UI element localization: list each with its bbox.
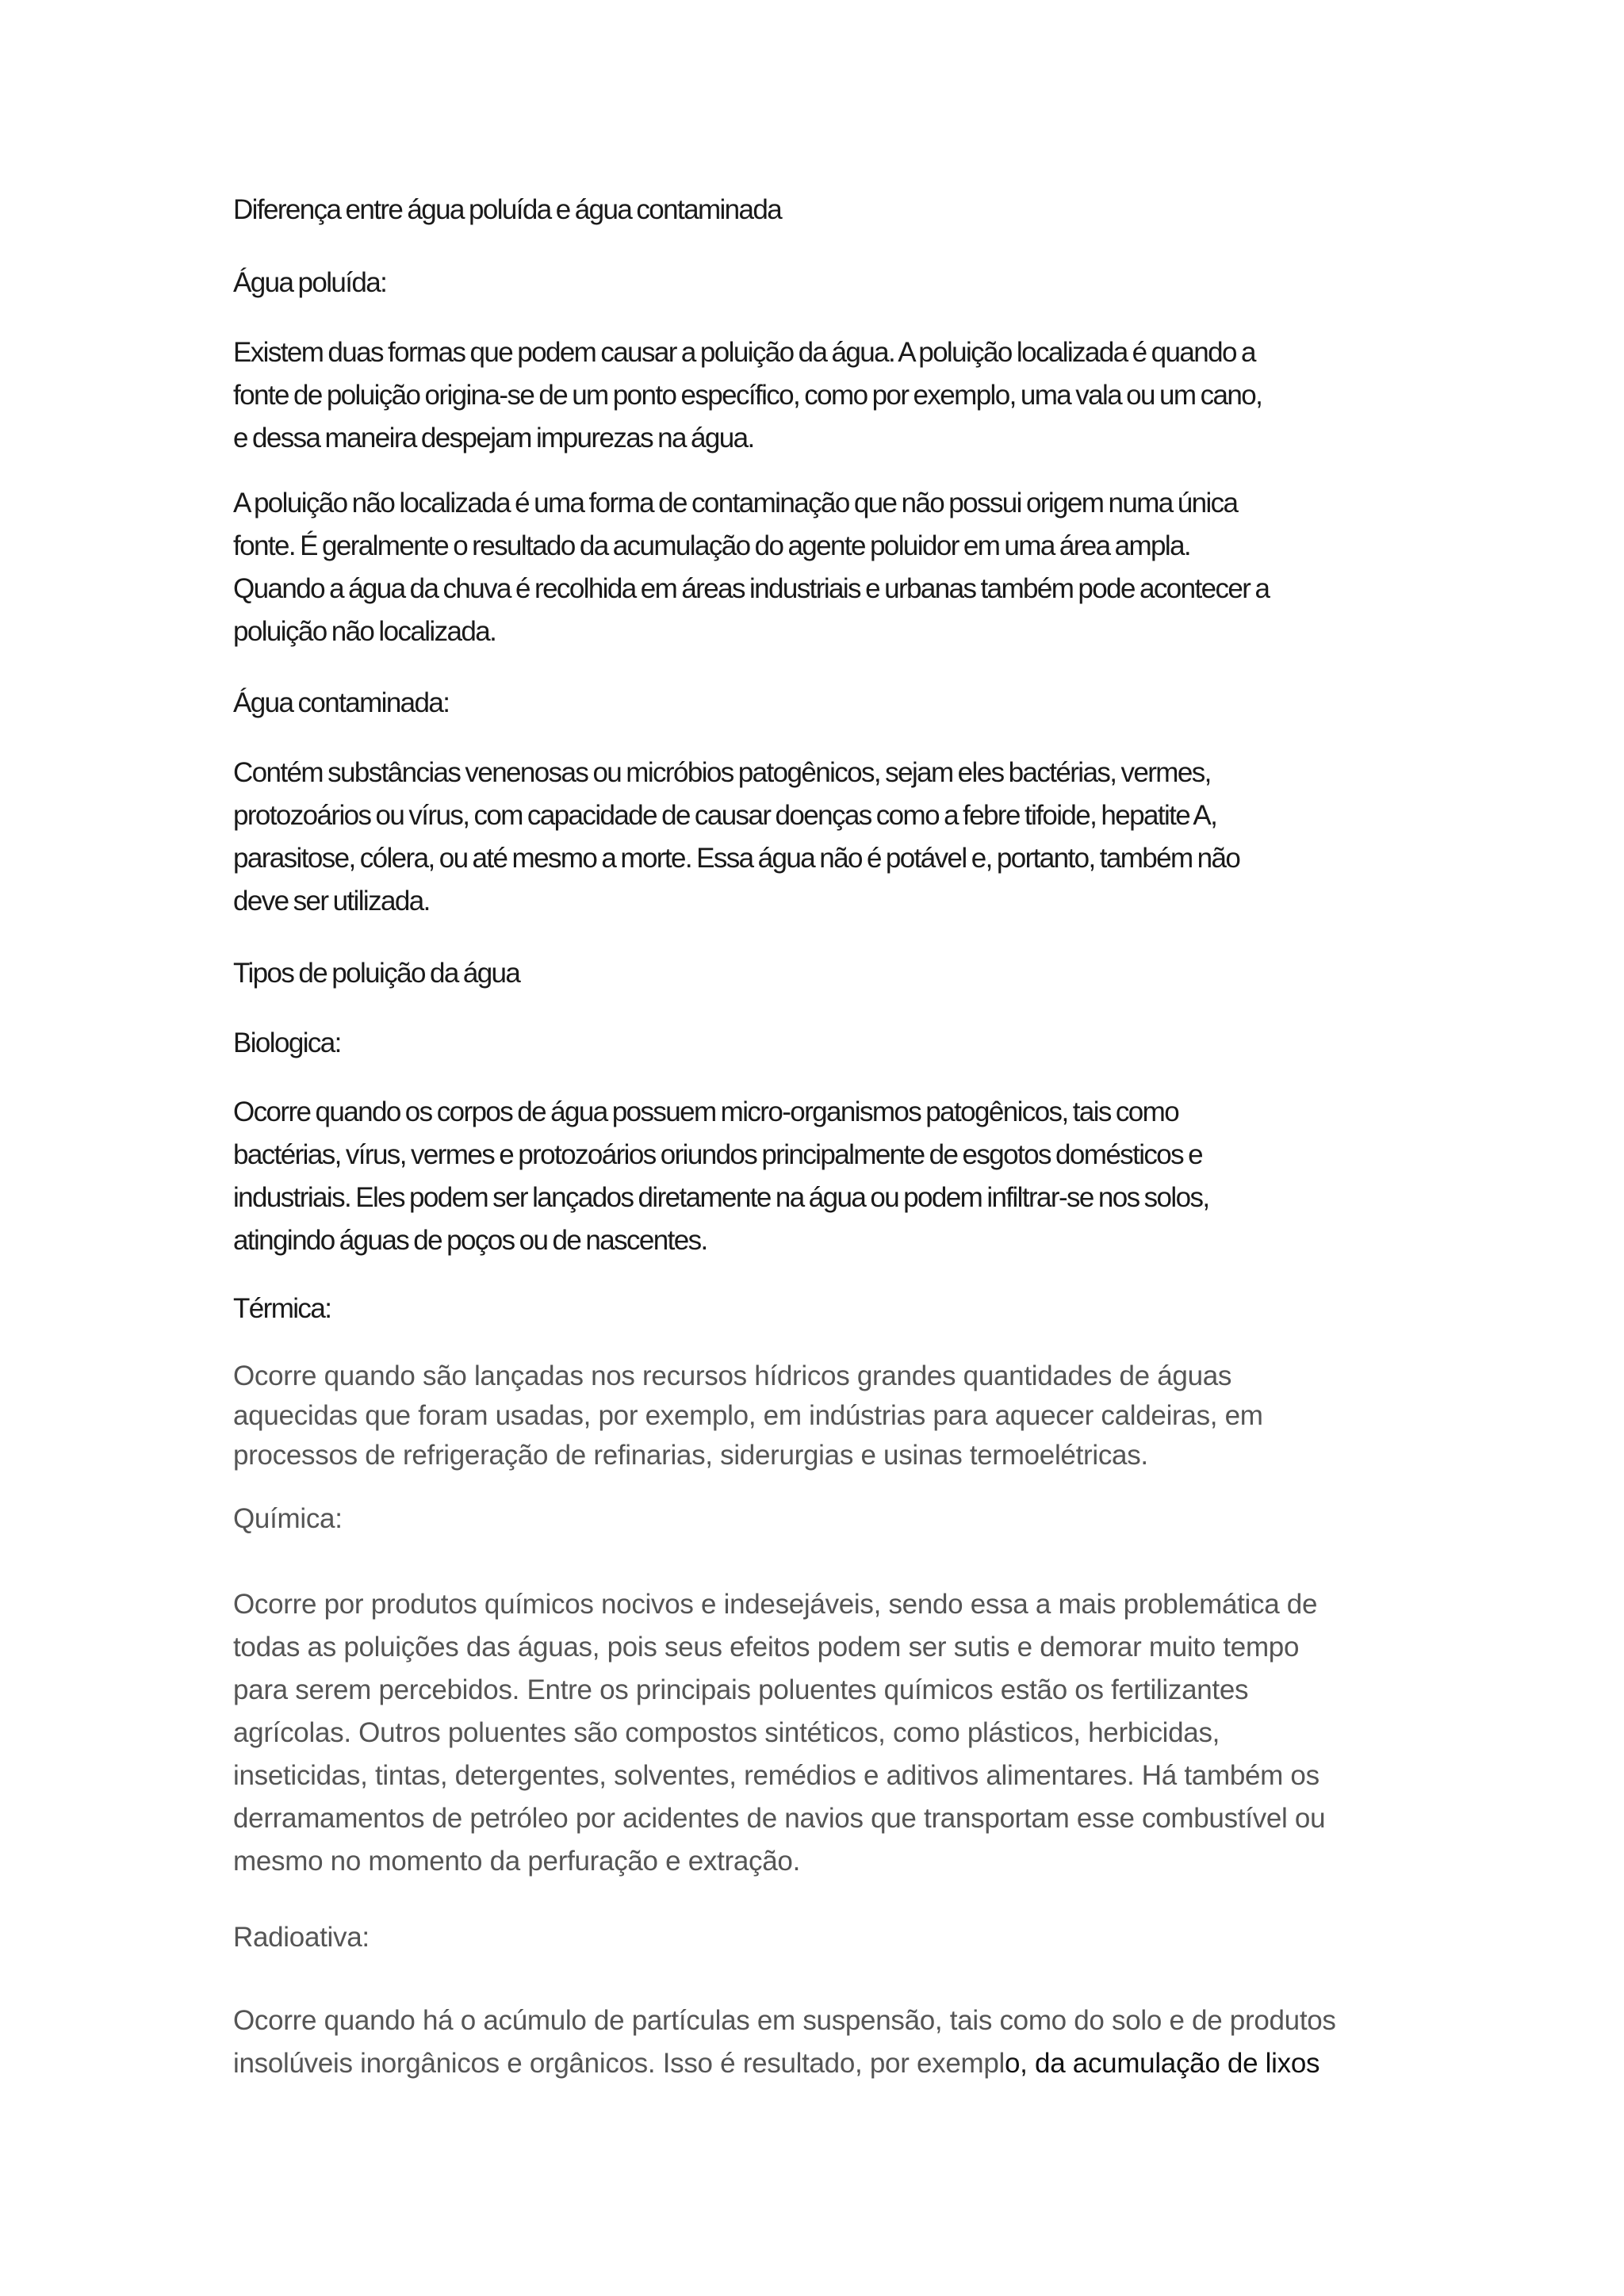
heading-radioactive: Radioativa:	[233, 1922, 370, 1953]
text-line: fonte. É geralmente o resultado da acumulação do agente poluidor em uma área ampla.	[233, 530, 1191, 561]
text-line: processos de refrigeração de refinarias, siderurgias e usinas termoelétricas.	[233, 1440, 1148, 1471]
paragraph-chemical	[233, 1583, 1407, 1883]
paragraph-radioactive	[233, 1999, 1407, 2085]
text-line: A poluição não localizada é uma forma de contaminação que não possui origem numa única	[233, 488, 1238, 519]
document-title: Diferença entre água poluída e água contaminada	[233, 194, 782, 225]
heading-biological: Biologica:	[233, 1027, 341, 1058]
text-line: Ocorre quando há o acúmulo de partículas em suspensão, tais como do solo e de produtos	[233, 2005, 1336, 2036]
text-line: Ocorre por produtos químicos nocivos e indesejáveis, sendo essa a mais problemática de	[233, 1589, 1318, 1620]
text-line: todas as poluições das águas, pois seus efeitos podem ser sutis e demorar muito tempo	[233, 1632, 1300, 1663]
text-line: mesmo no momento da perfuração e extração.	[233, 1846, 801, 1877]
text-line: inseticidas, tintas, detergentes, solventes, remédios e aditivos alimentares. Há também os	[233, 1760, 1320, 1791]
text-line: derramamentos de petróleo por acidentes de navios que transportam esse combustível ou	[233, 1803, 1326, 1834]
paragraph-contaminated	[233, 752, 1407, 923]
text-line: para serem percebidos. Entre os principais poluentes químicos estão os fertilizantes	[233, 1674, 1249, 1705]
text-line: protozoários ou vírus, com capacidade de causar doenças como a febre tifoide, hepatite A,	[233, 800, 1217, 831]
paragraph-thermal	[233, 1357, 1407, 1475]
text-line: Ocorre quando os corpos de água possuem micro-organismos patogênicos, tais como	[233, 1096, 1179, 1127]
paragraph-biological	[233, 1091, 1407, 1262]
text-line: bactérias, vírus, vermes e protozoários oriundos principalmente de esgotos domésticos e	[233, 1139, 1203, 1170]
paragraph-polluted-nonlocalized	[233, 482, 1407, 653]
text-line: aquecidas que foram usadas, por exemplo, em indústrias para aquecer caldeiras, em	[233, 1400, 1263, 1431]
text-line: deve ser utilizada.	[233, 886, 430, 916]
text-line: parasitose, cólera, ou até mesmo a morte. Essa água não é potável e, portanto, também não	[233, 843, 1240, 874]
text-line-end: o, da acumulação de lixos	[1005, 2048, 1320, 2079]
heading-polluted-water: Água poluída:	[233, 267, 387, 298]
text-line: Ocorre quando são lançadas nos recursos hídricos grandes quantidades de águas	[233, 1360, 1232, 1391]
text-line: e dessa maneira despejam impurezas na água.	[233, 423, 754, 453]
text-line: agrícolas. Outros poluentes são compostos sintéticos, como plásticos, herbicidas,	[233, 1717, 1220, 1748]
text-line: Existem duas formas que podem causar a poluição da água. A poluição localizada é quando a	[233, 337, 1255, 368]
text-line-start: insolúveis inorgânicos e orgânicos. Isso é resultado, por exempl	[233, 2048, 1005, 2079]
text-line: fonte de poluição origina-se de um ponto específico, como por exemplo, uma vala ou um cano,	[233, 380, 1262, 411]
text-line: atingindo águas de poços ou de nascentes.	[233, 1225, 707, 1256]
heading-pollution-types: Tipos de poluição da água	[233, 958, 520, 989]
text-line	[233, 2042, 1407, 2085]
text-line: poluição não localizada.	[233, 616, 496, 647]
text-line: Contém substâncias venenosas ou micróbios patogênicos, sejam eles bactérias, vermes,	[233, 757, 1211, 788]
heading-contaminated-water: Água contaminada:	[233, 687, 450, 718]
text-line: Quando a água da chuva é recolhida em áreas industriais e urbanas também pode acontecer a	[233, 573, 1270, 604]
text-line: industriais. Eles podem ser lançados diretamente na água ou podem infiltrar-se nos solos,	[233, 1182, 1209, 1213]
paragraph-polluted-localized	[233, 331, 1407, 460]
heading-chemical: Química:	[233, 1503, 343, 1534]
heading-thermal: Térmica:	[233, 1293, 331, 1324]
